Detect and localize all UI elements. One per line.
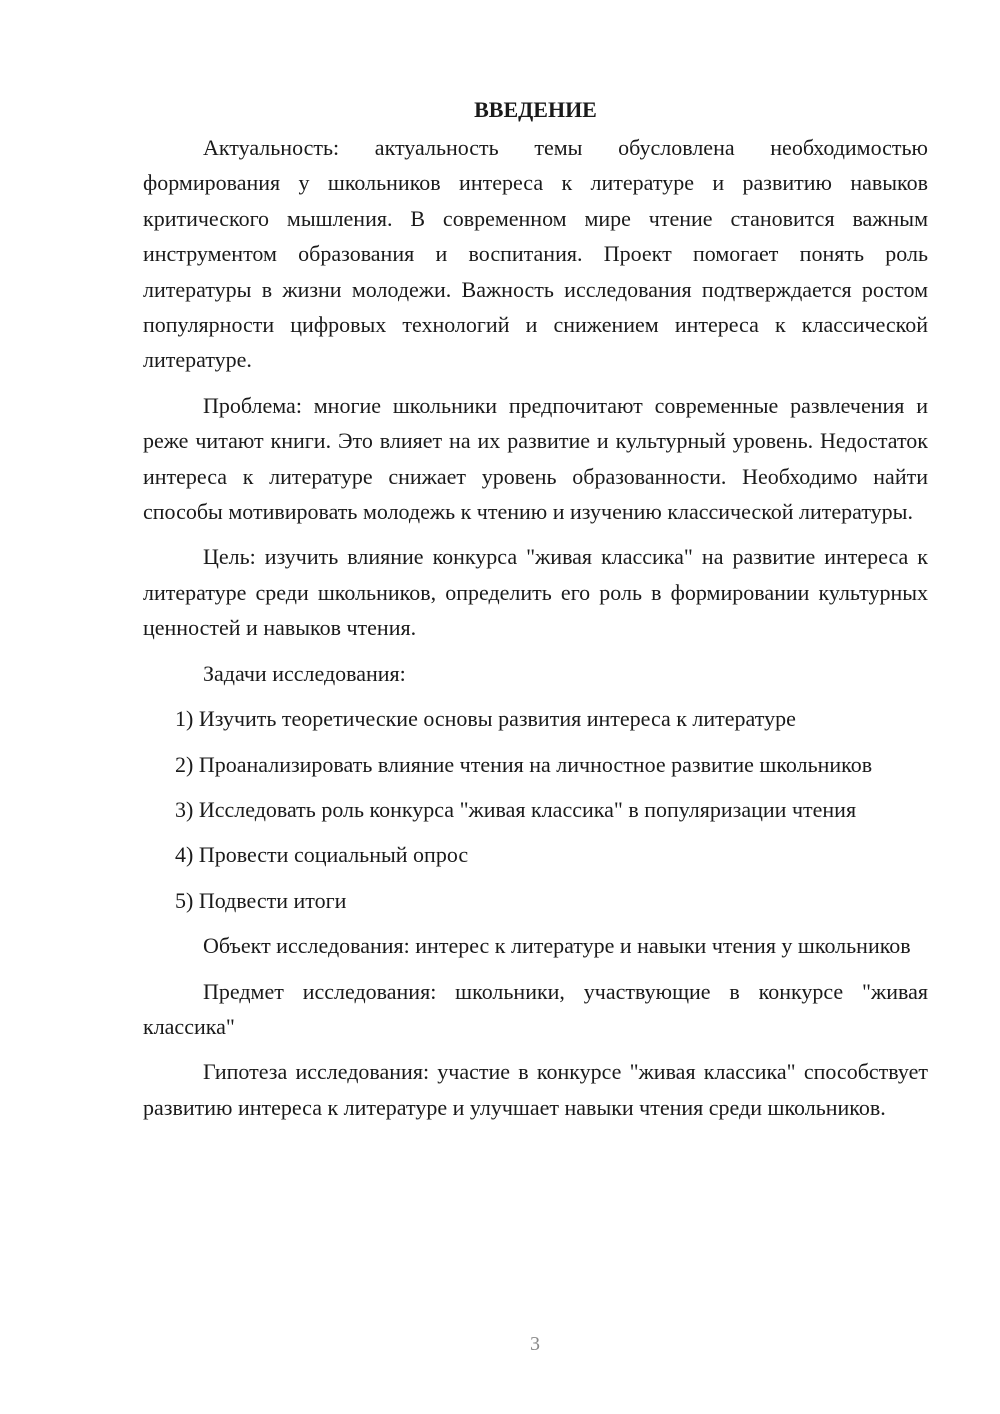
hypothesis-paragraph: Гипотеза исследования: участие в конкурсе "живая классика" способствует развитию интереса к литературе и улучшает навыки чтения среди школьников. [143,1059,928,1120]
task-item-1: 1) Изучить теоретические основы развития интереса к литературе [175,706,796,732]
subject-paragraph: Предмет исследования: школьники, участвующие в конкурсе "живая классика" [143,978,928,1039]
section-title: ВВЕДЕНИЕ [474,97,597,122]
object-paragraph: Объект исследования: интерес к литературе и навыки чтения у школьников [203,933,911,959]
document-page [143,94,928,1135]
task-item-4: 4) Провести социальный опрос [175,842,469,868]
relevance-paragraph: Актуальность: актуальность темы обусловлена необходимостью формирования у школьников интереса к литературе и развитию навыков критического мышления. В современном мире чтение становится важным инструментом образования и воспитания. Проект помогает понять роль литературы в жизни молодежи. Важность исследования подтверждается ростом популярности цифровых технологий и снижением интереса к классической литературе. [143,135,928,373]
page-number: 3 [530,1333,540,1355]
tasks-heading: Задачи исследования: [203,660,406,686]
goal-paragraph: Цель: изучить влияние конкурса "живая классика" на развитие интереса к литературе среди школьников, определить его роль в формировании культурных ценностей и навыков чтения. [143,544,928,641]
task-item-5: 5) Подвести итоги [175,887,347,913]
problem-paragraph: Проблема: многие школьники предпочитают современные развлечения и реже читают книги. Это влияет на их развитие и культурный уровень. Недостаток интереса к литературе снижает уровень образованности. Необходимо найти способы мотивировать молодежь к чтению и изучению классической литературы. [143,392,928,525]
task-item-3: 3) Исследовать роль конкурса "живая классика" в популяризации чтения [175,796,857,822]
task-item-2: 2) Проанализировать влияние чтения на личностное развитие школьников [175,751,873,777]
